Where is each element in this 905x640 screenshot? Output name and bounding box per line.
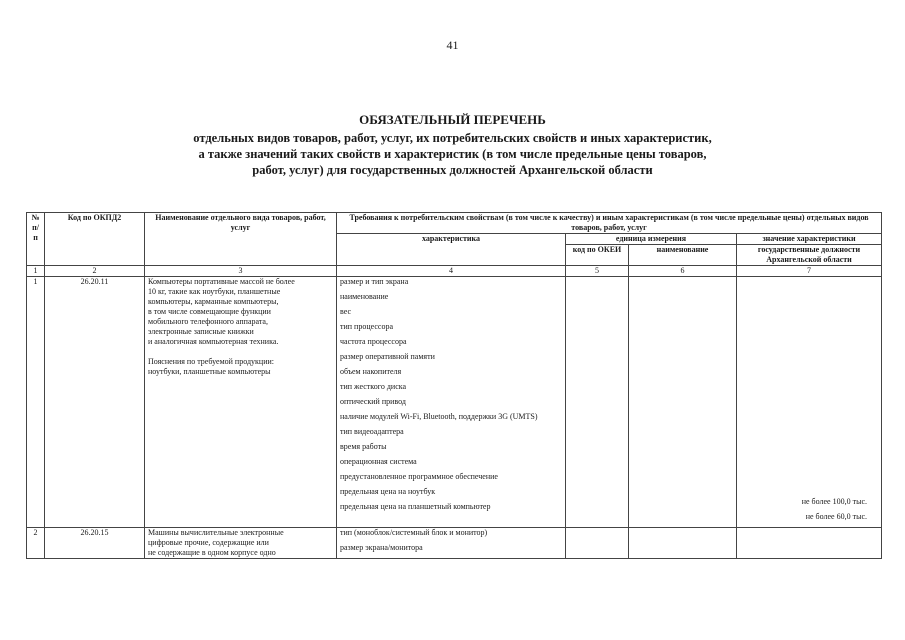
col-number: 6: [629, 266, 737, 277]
document-title: [60, 112, 845, 178]
row-code: 26.20.15: [45, 528, 145, 559]
characteristic: частота процессора: [340, 337, 407, 346]
characteristic: предельная цена на ноутбук: [340, 487, 436, 496]
name-line: 10 кг, такие как ноутбуки, планшетные: [148, 287, 281, 296]
row-characteristics: [337, 277, 566, 528]
title-line-2: а также значений таких свойств и характеристик (в том числе предельные цены товаров,: [198, 147, 707, 161]
title-line-3: работ, услуг) для государственных должностей Архангельской области: [252, 163, 653, 177]
title-main: ОБЯЗАТЕЛЬНЫЙ ПЕРЕЧЕНЬ: [359, 112, 546, 127]
characteristic: наименование: [340, 292, 389, 301]
row-okei: [566, 277, 629, 528]
name-line: цифровые прочие, содержащие или: [148, 538, 269, 547]
column-number-row: [27, 266, 882, 277]
header-name: Наименование отдельного вида товаров, работ, услуг: [145, 213, 337, 266]
name-line: в том числе совмещающие функции: [148, 307, 271, 316]
name-line: мобильного телефонного аппарата,: [148, 317, 268, 326]
characteristic: операционная система: [340, 457, 417, 466]
row-code: 26.20.11: [45, 277, 145, 528]
title-line-1: отдельных видов товаров, работ, услуг, их потребительских свойств и иных характеристик,: [193, 131, 712, 145]
header-unit-name: наименование: [629, 245, 737, 266]
characteristic: наличие модулей Wi-Fi, Bluetooth, поддержки 3G (UMTS): [340, 412, 538, 421]
characteristic: предустановленное программное обеспечение: [340, 472, 498, 481]
characteristic: время работы: [340, 442, 387, 451]
row-name: [145, 528, 337, 559]
col-number: 5: [566, 266, 629, 277]
characteristic: размер экрана/монитора: [340, 543, 423, 552]
header-okei: код по ОКЕИ: [566, 245, 629, 266]
name-line: [148, 347, 333, 357]
requirements-table: [26, 212, 882, 559]
name-line: Пояснения по требуемой продукции:: [148, 357, 274, 366]
header-characteristic: характеристика: [337, 234, 566, 266]
value-laptop-price: не более 100,0 тыс.: [801, 497, 868, 506]
row-unit-name: [629, 277, 737, 528]
name-line: компьютеры, карманные компьютеры,: [148, 297, 279, 306]
header-okpd: Код по ОКПД2: [45, 213, 145, 266]
header-requirements: Требования к потребительским свойствам (в том числе к качеству) и иным характеристикам (в том числе предельные цены) отдельных видов товаров, работ, услуг: [337, 213, 882, 234]
table-row: [27, 528, 882, 559]
row-values: [737, 277, 882, 528]
col-number: 7: [737, 266, 882, 277]
name-line: не содержащие в одном корпусе одно: [148, 548, 276, 557]
col-number: 1: [27, 266, 45, 277]
value-tablet-price: не более 60,0 тыс.: [805, 512, 868, 521]
row-characteristics: [337, 528, 566, 559]
row-values: [737, 528, 882, 559]
characteristic: тип видеоадаптера: [340, 427, 404, 436]
characteristic: размер и тип экрана: [340, 277, 409, 286]
characteristic: вес: [340, 307, 352, 316]
name-line: ноутбуки, планшетные компьютеры: [148, 367, 271, 376]
header-value: значение характеристики: [737, 234, 882, 245]
row-okei: [566, 528, 629, 559]
characteristic: тип процессора: [340, 322, 394, 331]
name-line: Компьютеры портативные массой не более: [148, 277, 295, 286]
characteristic: тип (моноблок/системный блок и монитор): [340, 528, 488, 537]
row-name: [145, 277, 337, 528]
table-row: [27, 277, 882, 528]
characteristic: объем накопителя: [340, 367, 402, 376]
col-number: 3: [145, 266, 337, 277]
name-line: и аналогичная компьютерная техника.: [148, 337, 279, 346]
name-line: электронные записные книжки: [148, 327, 254, 336]
characteristic: оптический привод: [340, 397, 406, 406]
characteristic: тип жесткого диска: [340, 382, 407, 391]
name-line: Машины вычислительные электронные: [148, 528, 284, 537]
page-number: 41: [446, 38, 459, 52]
header-value-sub: государственные должности Архангельской области: [737, 245, 882, 266]
header-num: № п/п: [27, 213, 45, 266]
row-num: 1: [27, 277, 45, 528]
col-number: 2: [45, 266, 145, 277]
row-unit-name: [629, 528, 737, 559]
col-number: 4: [337, 266, 566, 277]
characteristic: предельная цена на планшетный компьютер: [340, 502, 491, 511]
row-num: 2: [27, 528, 45, 559]
characteristic: размер оперативной памяти: [340, 352, 435, 361]
header-unit: единица измерения: [566, 234, 737, 245]
